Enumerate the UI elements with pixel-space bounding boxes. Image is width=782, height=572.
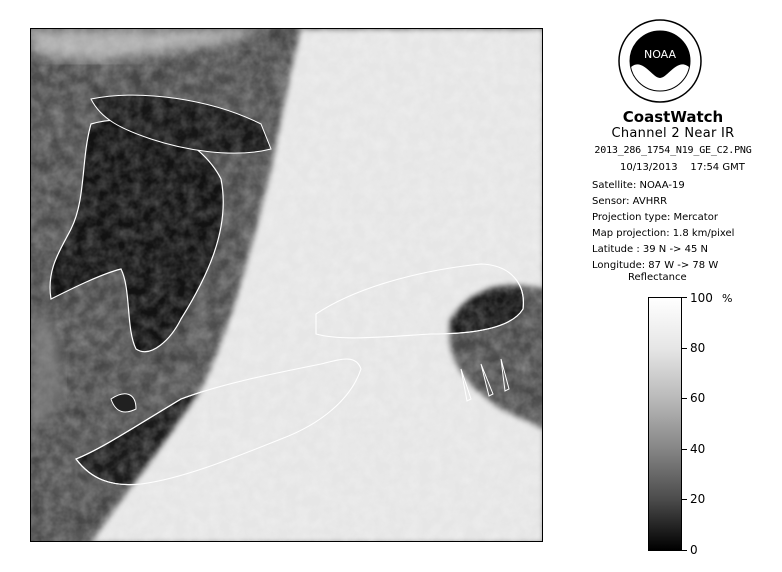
tick-label-0: 0: [690, 543, 698, 557]
satellite-label: Satellite: NOAA-19: [592, 180, 685, 191]
filename: 2013_286_1754_N19_GE_C2.PNG: [594, 145, 752, 156]
legend-title: Reflectance: [628, 272, 687, 283]
projection-type-label: Projection type: Mercator: [592, 212, 718, 223]
logo-text: NOAA: [643, 48, 677, 61]
longitude-label: Longitude: 87 W -> 78 W: [592, 260, 719, 271]
tick-mark: [682, 398, 687, 399]
map-projection-label: Map projection: 1.8 km/pixel: [592, 228, 735, 239]
datetime: 10/13/2013 17:54 GMT: [620, 162, 745, 173]
latitude-label: Latitude : 39 N -> 45 N: [592, 244, 708, 255]
tick-label-40: 40: [690, 442, 706, 456]
title: CoastWatch: [622, 108, 724, 126]
tick-mark: [682, 550, 687, 551]
tick-label-100: 100: [690, 291, 713, 305]
tick-label-60: 60: [690, 391, 706, 405]
tick-mark: [682, 348, 687, 349]
noaa-logo: [617, 18, 703, 106]
subtitle: Channel 2 Near IR: [611, 126, 735, 141]
satellite-image: [30, 28, 543, 542]
legend-unit: %: [722, 292, 733, 305]
tick-label-20: 20: [690, 492, 706, 506]
tick-mark: [682, 449, 687, 450]
tick-label-80: 80: [690, 341, 706, 355]
sensor-label: Sensor: AVHRR: [592, 196, 668, 207]
tick-mark: [682, 297, 687, 298]
tick-mark: [682, 499, 687, 500]
colorbar: [648, 297, 682, 551]
